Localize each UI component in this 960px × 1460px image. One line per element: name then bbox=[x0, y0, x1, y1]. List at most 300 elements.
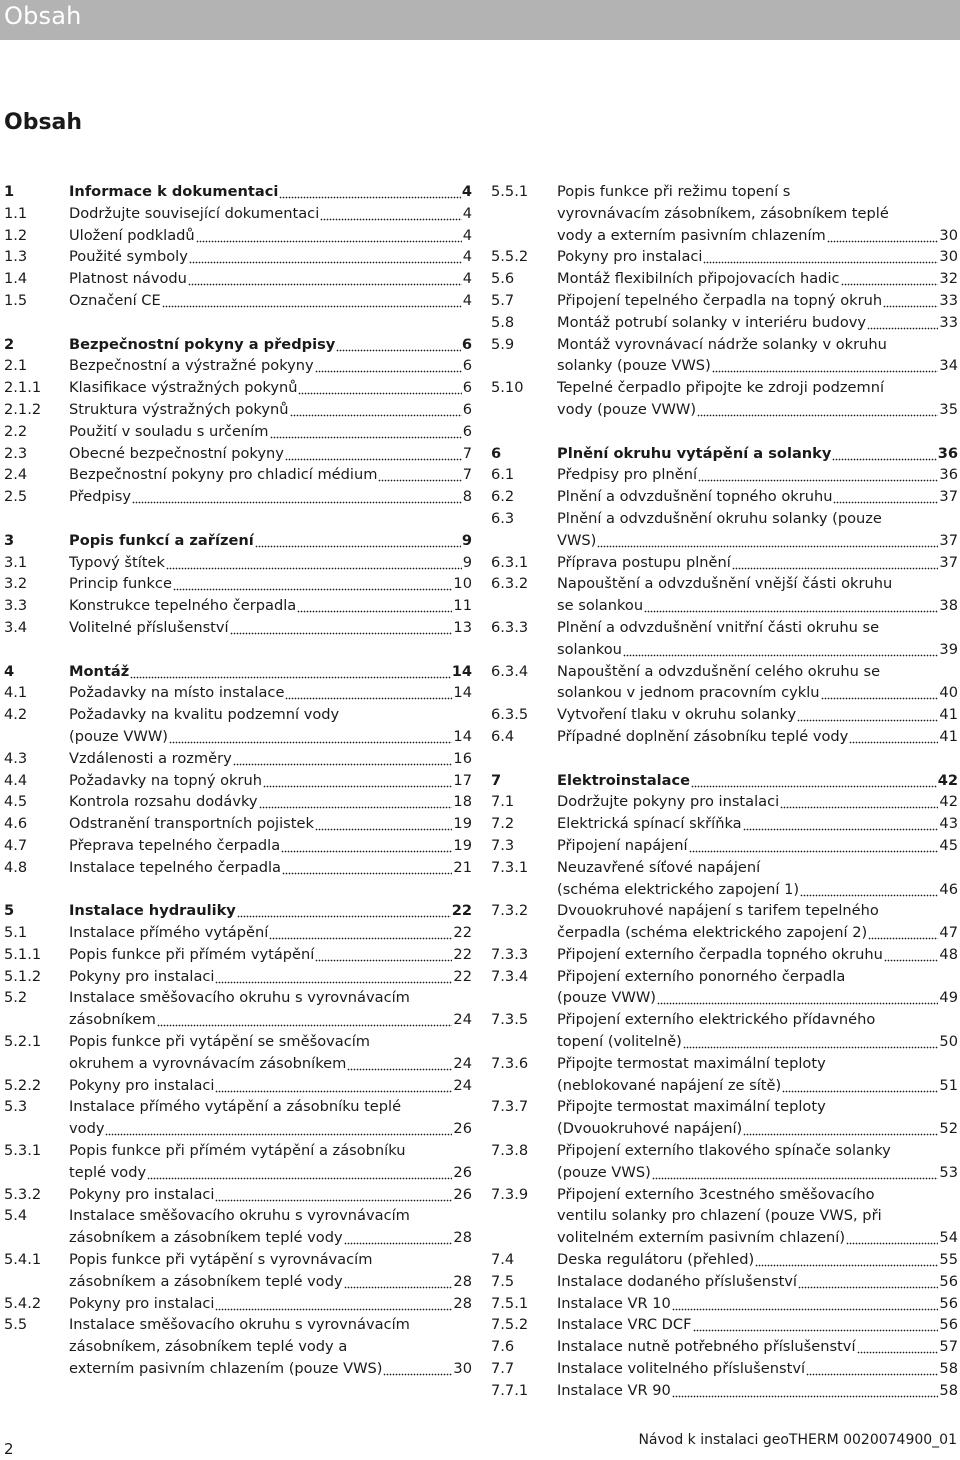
toc-entry[interactable] bbox=[4, 791, 472, 813]
toc-entry-title: Montáž vyrovnávací nádrže solanky v okruhu bbox=[557, 335, 887, 353]
toc-entry[interactable] bbox=[491, 704, 958, 726]
toc-entry-title: Neuzavřené síťové napájení bbox=[557, 858, 761, 876]
toc-entry-number: 2.1 bbox=[4, 357, 28, 375]
toc-entry[interactable] bbox=[4, 944, 472, 966]
toc-leader-dots bbox=[347, 1053, 452, 1075]
toc-entry[interactable] bbox=[491, 1314, 958, 1336]
toc-entry[interactable] bbox=[4, 922, 472, 944]
toc-entry-title: Odstranění transportních pojistek bbox=[69, 815, 314, 833]
toc-entry[interactable] bbox=[491, 661, 958, 705]
toc-entry-title: Platnost návodu bbox=[69, 270, 187, 288]
toc-leader-dots bbox=[883, 290, 938, 312]
toc-entry-title: Použití v souladu s určením bbox=[69, 422, 269, 440]
toc-entry[interactable] bbox=[491, 508, 958, 552]
toc-entry[interactable] bbox=[491, 290, 958, 312]
toc-leader-dots bbox=[279, 181, 460, 203]
toc-entry-number: 7.5.2 bbox=[491, 1316, 529, 1334]
toc-entry-number: 5.10 bbox=[491, 379, 524, 397]
toc-entry-number: 5.3.1 bbox=[4, 1142, 42, 1160]
toc-chapter-entry[interactable] bbox=[491, 770, 958, 792]
toc-entry[interactable] bbox=[491, 334, 958, 378]
toc-entry-title: (pouze VWW) bbox=[557, 989, 656, 1007]
toc-page-number: 42 bbox=[939, 793, 958, 811]
toc-entry-number: 6.1 bbox=[491, 466, 515, 484]
toc-entry[interactable] bbox=[4, 1293, 472, 1315]
toc-entry-number: 7.3.6 bbox=[491, 1054, 529, 1072]
toc-entry[interactable] bbox=[491, 246, 958, 268]
toc-page-number: 58 bbox=[939, 1381, 958, 1399]
toc-page-number: 6 bbox=[462, 400, 472, 418]
toc-entry[interactable] bbox=[491, 1249, 958, 1271]
toc-entry-title: Přeprava tepelného čerpadla bbox=[69, 836, 281, 854]
toc-entry[interactable] bbox=[4, 1184, 472, 1206]
page-title: Obsah bbox=[4, 110, 83, 135]
header-section-label: Obsah bbox=[4, 2, 82, 30]
toc-leader-dots bbox=[833, 486, 938, 508]
toc-entry[interactable] bbox=[491, 1271, 958, 1293]
toc-entry[interactable] bbox=[4, 857, 472, 879]
toc-entry-number: 2.1.1 bbox=[4, 379, 42, 397]
toc-chapter-entry[interactable] bbox=[4, 181, 472, 203]
toc-entry-title: volitelném externím pasivním chlazení) bbox=[557, 1229, 846, 1247]
toc-entry[interactable] bbox=[491, 1009, 958, 1053]
toc-entry-number: 2.1.2 bbox=[4, 400, 42, 418]
toc-entry-title: Klasifikace výstražných pokynů bbox=[69, 379, 298, 397]
toc-entry-title: Instalace volitelného příslušenství bbox=[557, 1360, 806, 1378]
toc-entry[interactable] bbox=[4, 770, 472, 792]
toc-page-number: 36 bbox=[937, 444, 958, 462]
toc-entry-number: 1.3 bbox=[4, 248, 28, 266]
toc-entry-number: 6.3.5 bbox=[491, 706, 529, 724]
toc-entry[interactable] bbox=[491, 573, 958, 617]
toc-page-number: 56 bbox=[939, 1294, 958, 1312]
toc-page-number: 50 bbox=[939, 1033, 958, 1051]
toc-entry-number: 3 bbox=[4, 531, 15, 549]
toc-entry[interactable] bbox=[491, 1380, 958, 1402]
toc-leader-dots bbox=[755, 1249, 938, 1271]
toc-entry-title: Připojení externího elektrického přídavného bbox=[557, 1011, 876, 1029]
toc-entry-number: 6 bbox=[491, 444, 502, 462]
toc-chapter-entry[interactable] bbox=[4, 334, 472, 356]
toc-entry-number: 5.8 bbox=[491, 313, 515, 331]
toc-entry-title: Instalace nutně potřebného příslušenství bbox=[557, 1338, 856, 1356]
toc-leader-dots bbox=[173, 573, 453, 595]
toc-page-number: 58 bbox=[939, 1360, 958, 1378]
toc-entry-title: (Dvouokruhové napájení) bbox=[557, 1120, 743, 1138]
toc-entry-number: 1 bbox=[4, 183, 15, 200]
toc-entry-title: (schéma elektrického zapojení 1) bbox=[557, 880, 800, 898]
toc-entry-title: Struktura výstražných pokynů bbox=[69, 400, 289, 418]
toc-entry-number: 5.2 bbox=[4, 989, 28, 1007]
toc-page-number: 8 bbox=[462, 488, 472, 506]
toc-entry-number: 5.6 bbox=[491, 270, 515, 288]
toc-entry[interactable] bbox=[4, 1314, 472, 1379]
toc-entry[interactable] bbox=[491, 835, 958, 857]
toc-entry[interactable] bbox=[4, 268, 472, 290]
toc-entry[interactable] bbox=[4, 421, 472, 443]
toc-leader-dots bbox=[132, 486, 462, 508]
toc-page-number: 53 bbox=[939, 1163, 958, 1181]
toc-leader-dots bbox=[846, 1227, 938, 1249]
toc-entry-title: Vzdálenosti a rozměry bbox=[69, 749, 232, 767]
toc-entry[interactable] bbox=[491, 1358, 958, 1380]
toc-page-number: 21 bbox=[453, 858, 472, 876]
toc-entry-title: Informace k dokumentaci bbox=[69, 183, 279, 200]
toc-entry[interactable] bbox=[491, 791, 958, 813]
toc-entry-title: Pokyny pro instalaci bbox=[69, 1185, 215, 1203]
toc-page-number: 18 bbox=[453, 793, 472, 811]
toc-entry-number: 1.2 bbox=[4, 226, 28, 244]
footer-page-number: 2 bbox=[4, 1440, 14, 1458]
toc-page-number: 49 bbox=[939, 989, 958, 1007]
toc-leader-dots bbox=[230, 617, 453, 639]
toc-entry-number: 7.3.1 bbox=[491, 858, 529, 876]
toc-leader-dots bbox=[297, 595, 452, 617]
toc-leader-dots bbox=[691, 770, 937, 792]
toc-leader-dots bbox=[315, 944, 452, 966]
toc-entry[interactable] bbox=[4, 552, 472, 574]
toc-leader-dots bbox=[697, 399, 938, 421]
toc-entry[interactable] bbox=[4, 704, 472, 748]
toc-entry[interactable] bbox=[491, 312, 958, 334]
toc-entry-number: 2.3 bbox=[4, 444, 28, 462]
toc-leader-dots bbox=[285, 682, 452, 704]
toc-entry-number: 4.2 bbox=[4, 706, 28, 724]
toc-leader-dots bbox=[732, 552, 939, 574]
toc-entry-title: externím pasivním chlazením (pouze VWS) bbox=[69, 1360, 383, 1378]
toc-page-number: 26 bbox=[453, 1185, 472, 1203]
toc-entry-number: 5.1.2 bbox=[4, 967, 42, 985]
toc-leader-dots bbox=[269, 922, 452, 944]
toc-entry-title: topení (volitelně) bbox=[557, 1033, 682, 1051]
toc-entry-number: 4.3 bbox=[4, 749, 28, 767]
toc-entry-number: 2.4 bbox=[4, 466, 28, 484]
toc-entry-title: Instalace VR 90 bbox=[557, 1381, 671, 1399]
toc-entry[interactable] bbox=[491, 726, 958, 748]
toc-page-number: 10 bbox=[453, 575, 472, 593]
toc-entry-title: Montáž potrubí solanky v interiéru budovy bbox=[557, 313, 867, 331]
toc-leader-dots bbox=[857, 1336, 939, 1358]
toc-entry[interactable] bbox=[491, 857, 958, 901]
toc-entry[interactable] bbox=[4, 377, 472, 399]
toc-leader-dots bbox=[336, 334, 461, 356]
toc-entry-number: 7.3.4 bbox=[491, 967, 529, 985]
toc-entry-number: 7.7 bbox=[491, 1360, 515, 1378]
header-bar bbox=[0, 0, 960, 40]
toc-leader-dots bbox=[263, 770, 452, 792]
toc-entry[interactable] bbox=[4, 355, 472, 377]
toc-page-number: 52 bbox=[939, 1120, 958, 1138]
toc-entry[interactable] bbox=[4, 203, 472, 225]
toc-entry[interactable] bbox=[4, 966, 472, 988]
toc-entry-title: vyrovnávacím zásobníkem, zásobníkem teplé bbox=[557, 204, 889, 222]
toc-entry-number: 7.2 bbox=[491, 815, 515, 833]
toc-entry-number: 6.3.1 bbox=[491, 553, 529, 571]
toc-entry-number: 7.4 bbox=[491, 1251, 515, 1269]
toc-entry-title: ventilu solanky pro chlazení (pouze VWS, při bbox=[557, 1207, 882, 1225]
toc-leader-dots bbox=[215, 966, 452, 988]
toc-entry-title: Použité symboly bbox=[69, 248, 188, 266]
toc-entry-title: Instalace hydrauliky bbox=[69, 902, 236, 920]
toc-entry-title: Připojení externího čerpadla topného okruhu bbox=[557, 945, 883, 963]
toc-entry[interactable] bbox=[4, 246, 472, 268]
toc-page-number: 6 bbox=[462, 422, 472, 440]
toc-entry[interactable] bbox=[4, 1075, 472, 1097]
toc-chapter-entry[interactable] bbox=[4, 530, 472, 552]
toc-entry[interactable] bbox=[4, 464, 472, 486]
toc-leader-dots bbox=[743, 1118, 938, 1140]
toc-entry-number: 3.2 bbox=[4, 575, 28, 593]
toc-leader-dots bbox=[285, 443, 462, 465]
toc-entry-number: 3.4 bbox=[4, 618, 28, 636]
toc-entry[interactable] bbox=[4, 290, 472, 312]
toc-leader-dots bbox=[797, 704, 938, 726]
toc-page-number: 24 bbox=[453, 1076, 472, 1094]
toc-entry-title: Princip funkce bbox=[69, 575, 172, 593]
toc-leader-dots bbox=[320, 203, 461, 225]
toc-entry-title: (neblokované napájení ze sítě) bbox=[557, 1076, 782, 1094]
toc-entry-title: Instalace směšovacího okruhu s vyrovnávacím bbox=[69, 1316, 410, 1334]
toc-entry-number: 7.5 bbox=[491, 1272, 515, 1290]
toc-page-number: 46 bbox=[939, 880, 958, 898]
toc-entry-title: Konstrukce tepelného čerpadla bbox=[69, 597, 297, 615]
toc-entry-number: 4.1 bbox=[4, 684, 28, 702]
toc-page-number: 37 bbox=[939, 488, 958, 506]
toc-page-number: 43 bbox=[939, 815, 958, 833]
toc-leader-dots bbox=[188, 268, 462, 290]
toc-leader-dots bbox=[383, 1358, 452, 1380]
toc-entry-number: 5.4.2 bbox=[4, 1294, 42, 1312]
toc-entry[interactable] bbox=[491, 1184, 958, 1249]
toc-entry[interactable] bbox=[491, 1336, 958, 1358]
toc-entry[interactable] bbox=[491, 1140, 958, 1184]
toc-entry-title: Tepelné čerpadlo připojte ke zdroji podzemní bbox=[557, 379, 885, 397]
toc-leader-dots bbox=[884, 944, 939, 966]
toc-page-number: 35 bbox=[939, 400, 958, 418]
toc-entry-title: Popis funkce při vytápění s vyrovnávacím bbox=[69, 1251, 373, 1269]
toc-page-number: 54 bbox=[939, 1229, 958, 1247]
toc-page-number: 28 bbox=[453, 1229, 472, 1247]
toc-page-number: 26 bbox=[453, 1120, 472, 1138]
toc-entry-title: (pouze VWW) bbox=[69, 727, 168, 745]
toc-page-number: 13 bbox=[453, 618, 472, 636]
toc-leader-dots bbox=[344, 1227, 453, 1249]
toc-page-number: 24 bbox=[453, 1054, 472, 1072]
toc-entry[interactable] bbox=[4, 399, 472, 421]
toc-entry-number: 3.1 bbox=[4, 553, 28, 571]
toc-entry-title: Plnění a odvzdušnění okruhu solanky (pouze bbox=[557, 509, 882, 527]
toc-entry-number: 5 bbox=[4, 902, 15, 920]
toc-entry-title: Předpisy pro plnění bbox=[557, 466, 698, 484]
toc-entry[interactable] bbox=[4, 486, 472, 508]
toc-page-number: 37 bbox=[939, 531, 958, 549]
toc-entry-number: 5.5.2 bbox=[491, 248, 529, 266]
toc-entry[interactable] bbox=[4, 682, 472, 704]
toc-entry-number: 6.4 bbox=[491, 727, 515, 745]
toc-entry-title: teplé vody bbox=[69, 1163, 147, 1181]
toc-leader-dots bbox=[689, 835, 939, 857]
toc-page-number: 11 bbox=[453, 597, 472, 615]
toc-entry-number: 5.7 bbox=[491, 291, 515, 309]
toc-entry-title: Instalace směšovacího okruhu s vyrovnávacím bbox=[69, 989, 410, 1007]
toc-leader-dots bbox=[298, 377, 461, 399]
toc-entry-number: 7.1 bbox=[491, 793, 515, 811]
toc-entry[interactable] bbox=[4, 617, 472, 639]
toc-entry-title: Montáž flexibilních připojovacích hadic bbox=[557, 270, 840, 288]
toc-leader-dots bbox=[259, 791, 453, 813]
toc-entry[interactable] bbox=[4, 1140, 472, 1184]
toc-entry-title: Instalace dodaného příslušenství bbox=[557, 1272, 797, 1290]
toc-leader-dots bbox=[255, 530, 461, 552]
toc-chapter-entry[interactable] bbox=[4, 900, 472, 922]
toc-entry[interactable] bbox=[491, 268, 958, 290]
toc-entry-title: Napouštění a odvzdušnění vnější části okruhu bbox=[557, 575, 893, 593]
footer-doc-reference: Návod k instalaci geoTHERM 0020074900_01 bbox=[638, 1432, 957, 1448]
toc-entry[interactable] bbox=[4, 573, 472, 595]
toc-entry-title: Pokyny pro instalaci bbox=[557, 248, 703, 266]
toc-entry-title: Napouštění a odvzdušnění celého okruhu se bbox=[557, 662, 881, 680]
toc-chapter-entry[interactable] bbox=[4, 661, 472, 683]
toc-leader-dots bbox=[166, 552, 462, 574]
toc-entry-number: 7.7.1 bbox=[491, 1381, 529, 1399]
toc-page-number: 14 bbox=[453, 684, 472, 702]
toc-entry-number: 4.5 bbox=[4, 793, 28, 811]
toc-entry-number: 4 bbox=[4, 662, 15, 680]
toc-entry[interactable] bbox=[491, 900, 958, 944]
toc-page-number: 30 bbox=[939, 226, 958, 244]
toc-entry[interactable] bbox=[4, 748, 472, 770]
toc-entry[interactable] bbox=[491, 1096, 958, 1140]
toc-page-number: 28 bbox=[453, 1272, 472, 1290]
toc-entry-title: Dodržujte související dokumentaci bbox=[69, 204, 320, 222]
toc-entry[interactable] bbox=[4, 1031, 472, 1075]
toc-leader-dots bbox=[315, 355, 462, 377]
toc-page-number: 22 bbox=[453, 945, 472, 963]
toc-page-number: 4 bbox=[462, 248, 472, 266]
toc-entry-number: 2.2 bbox=[4, 422, 28, 440]
toc-leader-dots bbox=[281, 835, 452, 857]
toc-page-number: 22 bbox=[451, 902, 472, 920]
toc-entry[interactable] bbox=[491, 377, 958, 421]
toc-entry[interactable] bbox=[4, 813, 472, 835]
toc-entry-number: 4.4 bbox=[4, 771, 28, 789]
toc-leader-dots bbox=[597, 530, 938, 552]
toc-entry-title: vody bbox=[69, 1120, 105, 1138]
toc-page-number: 6 bbox=[461, 335, 472, 353]
toc-page-number: 16 bbox=[453, 749, 472, 767]
toc-leader-dots bbox=[282, 857, 452, 879]
toc-leader-dots bbox=[657, 987, 938, 1009]
toc-entry[interactable] bbox=[4, 1249, 472, 1293]
toc-entry[interactable] bbox=[491, 181, 958, 246]
toc-entry-title: Připojení externího ponorného čerpadla bbox=[557, 967, 846, 985]
toc-page-number: 6 bbox=[462, 379, 472, 397]
toc-entry-number: 6.3 bbox=[491, 509, 515, 527]
toc-entry-title: Instalace přímého vytápění bbox=[69, 924, 269, 942]
toc-entry[interactable] bbox=[4, 595, 472, 617]
toc-entry[interactable] bbox=[4, 1205, 472, 1249]
toc-entry-number: 2 bbox=[4, 335, 15, 353]
toc-entry-title: Typový štítek bbox=[69, 553, 165, 571]
toc-entry[interactable] bbox=[4, 443, 472, 465]
toc-entry-title: Pokyny pro instalaci bbox=[69, 967, 215, 985]
toc-leader-dots bbox=[780, 791, 938, 813]
toc-entry[interactable] bbox=[491, 464, 958, 486]
toc-entry[interactable] bbox=[491, 1293, 958, 1315]
toc-left-column bbox=[4, 181, 472, 1380]
toc-page-number: 28 bbox=[453, 1294, 472, 1312]
toc-entry[interactable] bbox=[491, 966, 958, 1010]
toc-entry-number: 1.5 bbox=[4, 291, 28, 309]
toc-page-number: 47 bbox=[939, 924, 958, 942]
toc-entry[interactable] bbox=[4, 835, 472, 857]
toc-leader-dots bbox=[703, 246, 938, 268]
toc-entry[interactable] bbox=[4, 1096, 472, 1140]
toc-entry-number: 7.3.7 bbox=[491, 1098, 529, 1116]
toc-entry-title: zásobníkem a zásobníkem teplé vody bbox=[69, 1272, 343, 1290]
toc-entry-title: zásobníkem, zásobníkem teplé vody a bbox=[69, 1338, 348, 1356]
toc-leader-dots bbox=[215, 1293, 452, 1315]
toc-page-number: 55 bbox=[939, 1251, 958, 1269]
toc-entry[interactable] bbox=[4, 225, 472, 247]
toc-entry-number: 3.3 bbox=[4, 597, 28, 615]
toc-entry-title: Označení CE bbox=[69, 291, 161, 309]
toc-leader-dots bbox=[290, 399, 462, 421]
toc-chapter-entry[interactable] bbox=[491, 443, 958, 465]
toc-entry-title: Dodržujte pokyny pro instalaci bbox=[557, 793, 780, 811]
toc-page-number: 45 bbox=[939, 836, 958, 854]
toc-entry-title: vody a externím pasivním chlazením bbox=[557, 226, 826, 244]
toc-entry[interactable] bbox=[491, 1053, 958, 1097]
toc-entry[interactable] bbox=[4, 987, 472, 1031]
toc-entry-title: vody (pouze VWW) bbox=[557, 400, 697, 418]
toc-page-number: 6 bbox=[462, 357, 472, 375]
toc-entry[interactable] bbox=[491, 486, 958, 508]
toc-page-number: 14 bbox=[453, 727, 472, 745]
toc-entry[interactable] bbox=[491, 617, 958, 661]
toc-entry-number: 4.6 bbox=[4, 815, 28, 833]
toc-entry-title: Popis funkce při přímém vytápění bbox=[69, 945, 315, 963]
toc-leader-dots bbox=[868, 922, 938, 944]
toc-entry-number: 6.2 bbox=[491, 488, 515, 506]
toc-entry-title: Obecné bezpečnostní pokyny bbox=[69, 444, 284, 462]
toc-entry[interactable] bbox=[491, 813, 958, 835]
toc-page-number: 4 bbox=[462, 291, 472, 309]
toc-entry-title: Plnění a odvzdušnění topného okruhu bbox=[557, 488, 833, 506]
toc-entry-title: Požadavky na kvalitu podzemní vody bbox=[69, 706, 340, 724]
toc-page-number: 39 bbox=[939, 640, 958, 658]
toc-leader-dots bbox=[378, 464, 461, 486]
toc-entry-title: solankou v jednom pracovním cyklu bbox=[557, 684, 820, 702]
toc-page-number: 9 bbox=[462, 553, 472, 571]
toc-entry[interactable] bbox=[491, 552, 958, 574]
toc-entry-number: 7.3.8 bbox=[491, 1142, 529, 1160]
toc-page-number: 48 bbox=[939, 945, 958, 963]
toc-entry-title: Připojení tepelného čerpadla na topný okruh bbox=[557, 291, 883, 309]
toc-page-number: 4 bbox=[462, 270, 472, 288]
toc-leader-dots bbox=[698, 464, 938, 486]
toc-entry[interactable] bbox=[491, 944, 958, 966]
toc-page-number: 14 bbox=[451, 662, 472, 680]
toc-entry-number: 7.3.2 bbox=[491, 902, 529, 920]
toc-entry-number: 5.5 bbox=[4, 1316, 28, 1334]
toc-page-number: 22 bbox=[453, 967, 472, 985]
toc-entry-title: Předpisy bbox=[69, 488, 132, 506]
toc-page-number: 37 bbox=[939, 553, 958, 571]
toc-entry-title: Připojte termostat maximální teploty bbox=[557, 1054, 826, 1072]
toc-entry-number: 4.7 bbox=[4, 836, 28, 854]
toc-entry-title: okruhem a vyrovnávacím zásobníkem bbox=[69, 1054, 347, 1072]
